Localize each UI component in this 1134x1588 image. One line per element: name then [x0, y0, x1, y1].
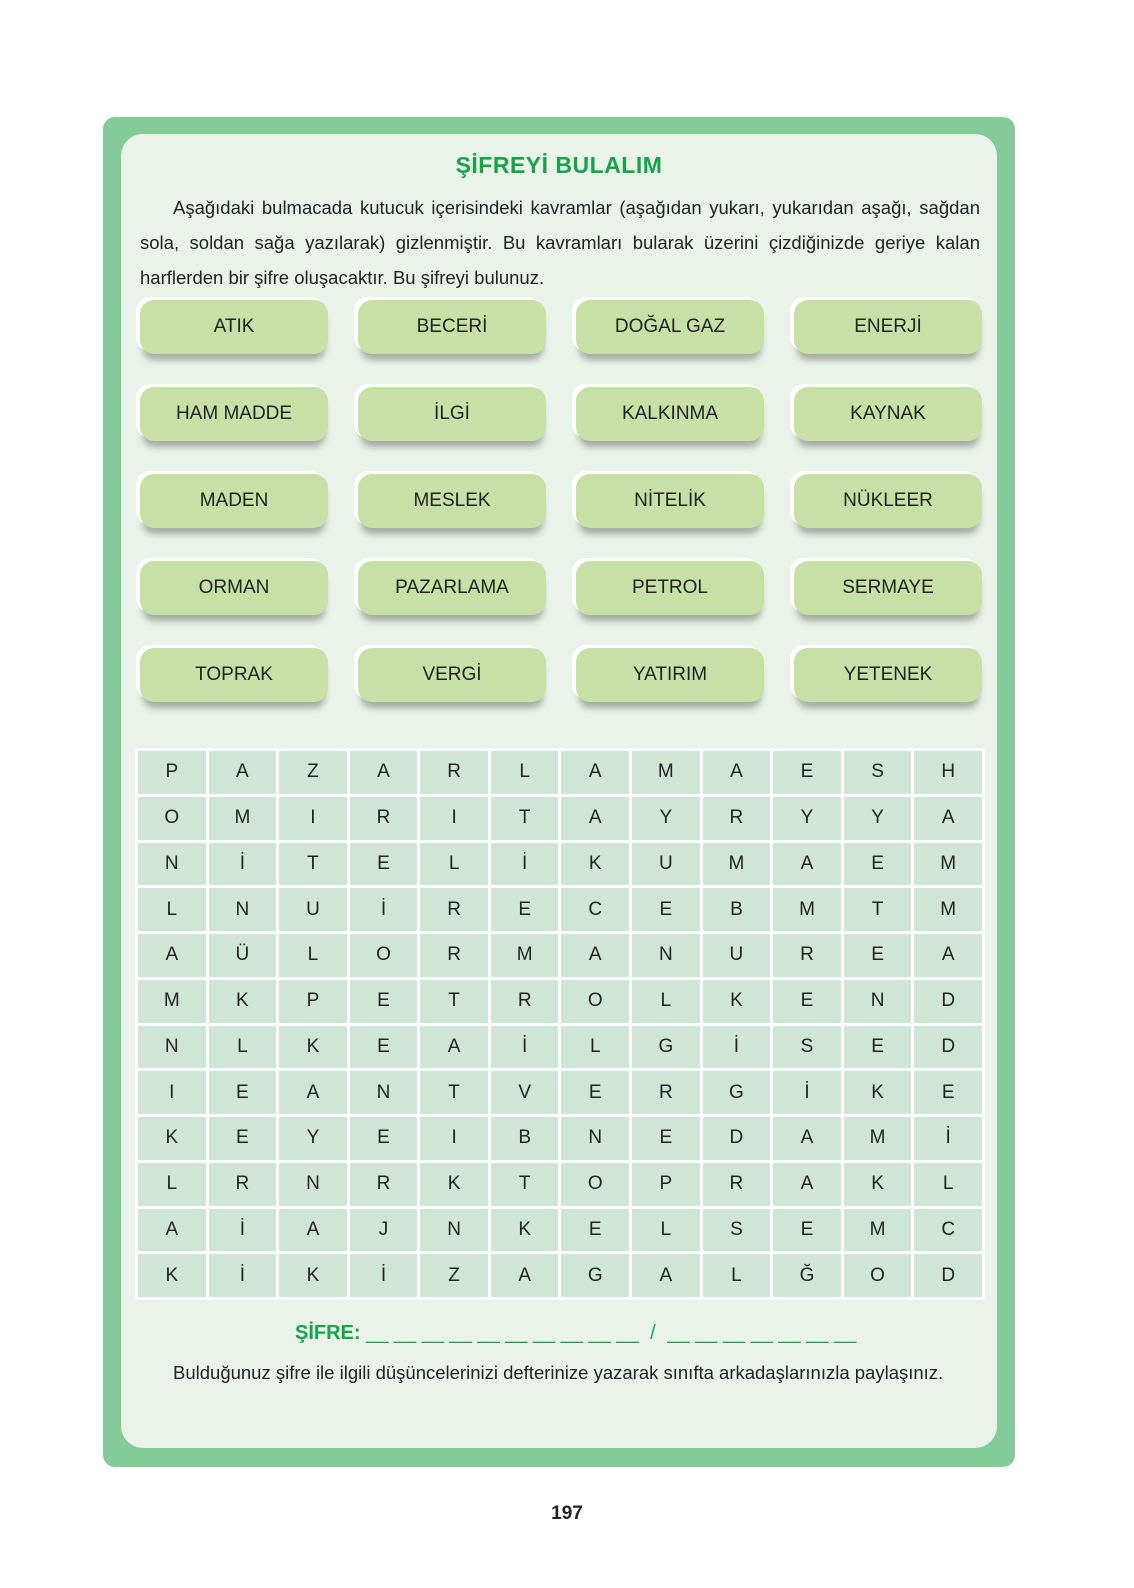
grid-cell: R — [348, 1161, 419, 1207]
grid-cell: T — [489, 795, 560, 841]
grid-cell: T — [419, 1070, 490, 1116]
code-label: ŞİFRE: — [295, 1322, 361, 1344]
outro-paragraph: Bulduğunuz şifre ile ilgili düşüncelerinizi defterinize yazarak sınıfta arkadaşlarınızla paylaşınız. — [173, 1362, 944, 1383]
word-chip: ENERJİ — [794, 300, 982, 354]
grid-cell: N — [278, 1161, 349, 1207]
grid-cell: Y — [842, 795, 913, 841]
grid-cell: T — [278, 841, 349, 887]
grid-cell: I — [419, 1116, 490, 1162]
grid-cell: R — [772, 933, 843, 979]
grid-cell: U — [278, 887, 349, 933]
grid-cell: G — [631, 1024, 702, 1070]
grid-cell: K — [560, 841, 631, 887]
grid-cell: O — [137, 795, 208, 841]
code-blank-first[interactable]: __ __ __ __ __ __ __ __ __ __ — [366, 1322, 639, 1344]
grid-cell: E — [560, 1207, 631, 1253]
page-title: ŞİFREYİ BULALIM — [455, 152, 663, 178]
grid-cell: E — [207, 1070, 278, 1116]
grid-cell: L — [701, 1253, 772, 1299]
grid-cell: M — [772, 887, 843, 933]
grid-cell: E — [772, 978, 843, 1024]
grid-cell: O — [842, 1253, 913, 1299]
grid-cell: K — [207, 978, 278, 1024]
word-chip: VERGİ — [358, 648, 546, 702]
grid-cell: S — [772, 1024, 843, 1070]
word-chip: NİTELİK — [576, 474, 764, 528]
grid-row — [137, 795, 984, 841]
grid-cell: M — [137, 978, 208, 1024]
word-chip: PAZARLAMA — [358, 561, 546, 615]
grid-cell: R — [419, 933, 490, 979]
grid-cell: M — [842, 1207, 913, 1253]
word-chip: ORMAN — [140, 561, 328, 615]
word-list — [140, 300, 982, 702]
grid-cell: I — [278, 795, 349, 841]
grid-cell: A — [913, 933, 984, 979]
grid-cell: L — [560, 1024, 631, 1070]
grid-row — [137, 1253, 984, 1299]
word-chip: TOPRAK — [140, 648, 328, 702]
grid-cell: K — [489, 1207, 560, 1253]
grid-cell: D — [913, 1024, 984, 1070]
grid-cell: E — [913, 1070, 984, 1116]
grid-cell: E — [631, 887, 702, 933]
grid-cell: A — [348, 750, 419, 796]
grid-cell: İ — [348, 887, 419, 933]
grid-cell: R — [348, 795, 419, 841]
grid-cell: K — [278, 1253, 349, 1299]
grid-cell: E — [842, 1024, 913, 1070]
grid-cell: B — [701, 887, 772, 933]
grid-cell: Y — [278, 1116, 349, 1162]
grid-cell: E — [772, 1207, 843, 1253]
grid-cell: E — [348, 1024, 419, 1070]
grid-cell: N — [631, 933, 702, 979]
letter-grid-body — [137, 750, 984, 1299]
grid-cell: M — [489, 933, 560, 979]
grid-cell: N — [137, 1024, 208, 1070]
grid-cell: K — [137, 1116, 208, 1162]
grid-cell: İ — [348, 1253, 419, 1299]
word-chip: MESLEK — [358, 474, 546, 528]
grid-cell: Y — [631, 795, 702, 841]
grid-cell: N — [560, 1116, 631, 1162]
grid-cell: İ — [489, 1024, 560, 1070]
grid-cell: N — [842, 978, 913, 1024]
grid-cell: M — [913, 887, 984, 933]
grid-cell: T — [842, 887, 913, 933]
grid-cell: M — [842, 1116, 913, 1162]
word-chip: SERMAYE — [794, 561, 982, 615]
grid-cell: E — [842, 841, 913, 887]
grid-cell: R — [701, 795, 772, 841]
grid-cell: L — [137, 1161, 208, 1207]
grid-cell: R — [419, 750, 490, 796]
grid-cell: R — [419, 887, 490, 933]
grid-cell: U — [631, 841, 702, 887]
grid-cell: L — [631, 1207, 702, 1253]
grid-cell: A — [137, 933, 208, 979]
grid-cell: L — [631, 978, 702, 1024]
grid-cell: K — [842, 1161, 913, 1207]
grid-cell: K — [842, 1070, 913, 1116]
grid-cell: D — [701, 1116, 772, 1162]
grid-cell: M — [631, 750, 702, 796]
grid-cell: İ — [207, 841, 278, 887]
grid-cell: A — [631, 1253, 702, 1299]
grid-cell: P — [137, 750, 208, 796]
word-chip: YATIRIM — [576, 648, 764, 702]
grid-cell: E — [842, 933, 913, 979]
grid-cell: A — [278, 1207, 349, 1253]
grid-cell: J — [348, 1207, 419, 1253]
grid-cell: A — [419, 1024, 490, 1070]
grid-cell: L — [207, 1024, 278, 1070]
grid-cell: K — [278, 1024, 349, 1070]
grid-cell: D — [913, 978, 984, 1024]
grid-cell: K — [137, 1253, 208, 1299]
grid-cell: A — [772, 1161, 843, 1207]
grid-cell: E — [772, 750, 843, 796]
grid-cell: O — [560, 1161, 631, 1207]
grid-cell: Y — [772, 795, 843, 841]
grid-cell: İ — [701, 1024, 772, 1070]
grid-cell: P — [278, 978, 349, 1024]
grid-cell: P — [631, 1161, 702, 1207]
grid-cell: T — [419, 978, 490, 1024]
grid-cell: O — [348, 933, 419, 979]
grid-cell: L — [913, 1161, 984, 1207]
letter-grid — [135, 748, 985, 1300]
page-number: 197 — [551, 1503, 583, 1524]
grid-row — [137, 750, 984, 796]
grid-cell: A — [489, 1253, 560, 1299]
grid-row — [137, 978, 984, 1024]
grid-cell: E — [489, 887, 560, 933]
word-chip: KALKINMA — [576, 387, 764, 441]
grid-cell: A — [701, 750, 772, 796]
grid-cell: Ü — [207, 933, 278, 979]
grid-cell: L — [278, 933, 349, 979]
word-chip: PETROL — [576, 561, 764, 615]
word-chip: BECERİ — [358, 300, 546, 354]
grid-cell: M — [701, 841, 772, 887]
grid-cell: G — [560, 1253, 631, 1299]
grid-cell: A — [560, 750, 631, 796]
grid-cell: Z — [278, 750, 349, 796]
intro-paragraph: Aşağıdaki bulmacada kutucuk içerisindeki kavramlar (aşağıdan yukarı, yukarıdan aşağı, sağdan sola, soldan sağa yazılarak) gizlenmiştir. Bu kavramları bularak üzerini çizdiğinizde geriye kalan harflerden bir şifre oluşacaktır. Bu şifreyi bulunuz. — [140, 197, 980, 288]
grid-cell: C — [560, 887, 631, 933]
word-chip: HAM MADDE — [140, 387, 328, 441]
grid-row — [137, 1116, 984, 1162]
grid-cell: İ — [489, 841, 560, 887]
grid-row — [137, 887, 984, 933]
grid-cell: R — [701, 1161, 772, 1207]
grid-cell: M — [207, 795, 278, 841]
grid-row — [137, 1161, 984, 1207]
grid-cell: L — [489, 750, 560, 796]
grid-cell: U — [701, 933, 772, 979]
word-chip: KAYNAK — [794, 387, 982, 441]
grid-cell: A — [560, 795, 631, 841]
code-separator: / — [650, 1322, 656, 1344]
grid-cell: İ — [207, 1253, 278, 1299]
word-chip: İLGİ — [358, 387, 546, 441]
grid-cell: K — [419, 1161, 490, 1207]
code-blank-second[interactable]: __ __ __ __ __ __ __ — [667, 1322, 857, 1344]
grid-cell: I — [137, 1070, 208, 1116]
grid-cell: H — [913, 750, 984, 796]
grid-cell: A — [278, 1070, 349, 1116]
grid-cell: N — [419, 1207, 490, 1253]
grid-row — [137, 933, 984, 979]
grid-cell: R — [207, 1161, 278, 1207]
grid-cell: İ — [772, 1070, 843, 1116]
grid-cell: L — [137, 887, 208, 933]
grid-cell: C — [913, 1207, 984, 1253]
grid-cell: I — [419, 795, 490, 841]
grid-cell: İ — [913, 1116, 984, 1162]
grid-cell: S — [842, 750, 913, 796]
grid-cell: T — [489, 1161, 560, 1207]
grid-cell: V — [489, 1070, 560, 1116]
word-chip: ATIK — [140, 300, 328, 354]
code-line — [295, 1322, 856, 1345]
grid-cell: D — [913, 1253, 984, 1299]
grid-cell: E — [348, 841, 419, 887]
grid-cell: A — [772, 1116, 843, 1162]
word-chip: YETENEK — [794, 648, 982, 702]
grid-cell: N — [207, 887, 278, 933]
grid-cell: O — [560, 978, 631, 1024]
grid-cell: A — [772, 841, 843, 887]
grid-cell: E — [348, 1116, 419, 1162]
grid-cell: A — [913, 795, 984, 841]
grid-cell: R — [489, 978, 560, 1024]
grid-cell: A — [560, 933, 631, 979]
grid-cell: Ğ — [772, 1253, 843, 1299]
grid-cell: E — [631, 1116, 702, 1162]
grid-cell: Z — [419, 1253, 490, 1299]
grid-row — [137, 841, 984, 887]
grid-cell: E — [348, 978, 419, 1024]
grid-cell: İ — [207, 1207, 278, 1253]
grid-row — [137, 1024, 984, 1070]
grid-cell: N — [137, 841, 208, 887]
word-chip: NÜKLEER — [794, 474, 982, 528]
grid-cell: R — [631, 1070, 702, 1116]
word-chip: MADEN — [140, 474, 328, 528]
grid-cell: N — [348, 1070, 419, 1116]
grid-cell: B — [489, 1116, 560, 1162]
grid-cell: E — [207, 1116, 278, 1162]
grid-cell: L — [419, 841, 490, 887]
grid-cell: A — [137, 1207, 208, 1253]
grid-cell: M — [913, 841, 984, 887]
grid-cell: S — [701, 1207, 772, 1253]
word-chip: DOĞAL GAZ — [576, 300, 764, 354]
grid-cell: G — [701, 1070, 772, 1116]
grid-row — [137, 1207, 984, 1253]
grid-row — [137, 1070, 984, 1116]
grid-cell: A — [207, 750, 278, 796]
grid-cell: K — [701, 978, 772, 1024]
grid-cell: E — [560, 1070, 631, 1116]
